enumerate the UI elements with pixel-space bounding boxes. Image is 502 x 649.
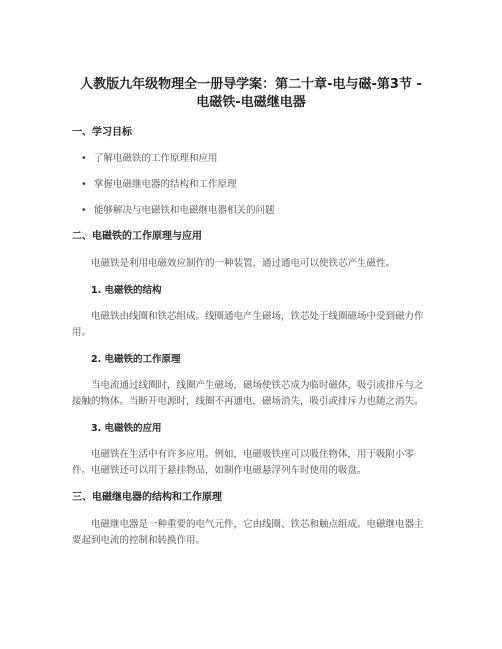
relay-intro: 电磁继电器是一种重要的电气元件，它由线圈、铁芯和触点组成。电磁继电器主要起到电流的控制和转换作用。 xyxy=(72,519,424,546)
electromagnet-intro: 电磁铁是利用电磁效应制作的一种装置，通过通电可以使铁芯产生磁性。 xyxy=(91,258,396,269)
principle-paragraph: 当电流通过线圈时，线圈产生磁场，磁场使铁芯成为临时磁体，吸引或排斥与之接触的物体。当断开电源时，线圈不再通电，磁场消失，吸引或排斥力也随之消失。 xyxy=(72,380,424,407)
list-item-text: 能够解决与电磁铁和电磁继电器相关的问题 xyxy=(94,205,275,216)
bullet-icon: • xyxy=(81,153,87,164)
goals-list xyxy=(72,152,430,217)
section-heading-electromagnet: 二、电磁铁的工作原理与应用 xyxy=(72,231,202,242)
list-item-text: 了解电磁铁的工作原理和应用 xyxy=(94,153,218,164)
subheading-structure: 1. 电磁铁的结构 xyxy=(91,285,162,296)
applications-paragraph: 电磁铁在生活中有许多应用。例如，电磁吸铁座可以吸住物体，用于吸附小零件。电磁铁还可以用于悬挂物品，如制作电磁悬浮列车时使用的吸盘。 xyxy=(72,449,415,476)
list-item xyxy=(72,204,430,217)
list-item xyxy=(72,178,430,191)
bullet-icon: • xyxy=(81,205,87,216)
list-item-text: 掌握电磁继电器的结构和工作原理 xyxy=(94,179,237,190)
document-title: 人教版九年级物理全一册导学案：第二十章-电与磁-第3节 - 电磁铁-电磁继电器 xyxy=(80,77,422,110)
section-heading-goals: 一、学习目标 xyxy=(72,127,132,138)
bullet-icon: • xyxy=(81,179,87,190)
subheading-applications: 3. 电磁铁的应用 xyxy=(91,423,162,434)
section-heading-relay: 三、电磁继电器的结构和工作原理 xyxy=(72,492,222,503)
structure-paragraph: 电磁铁由线圈和铁芯组成。线圈通电产生磁场，铁芯处于线圈磁场中受到磁力作用。 xyxy=(72,311,424,338)
subheading-principle: 2. 电磁铁的工作原理 xyxy=(91,354,181,365)
list-item xyxy=(72,152,430,165)
